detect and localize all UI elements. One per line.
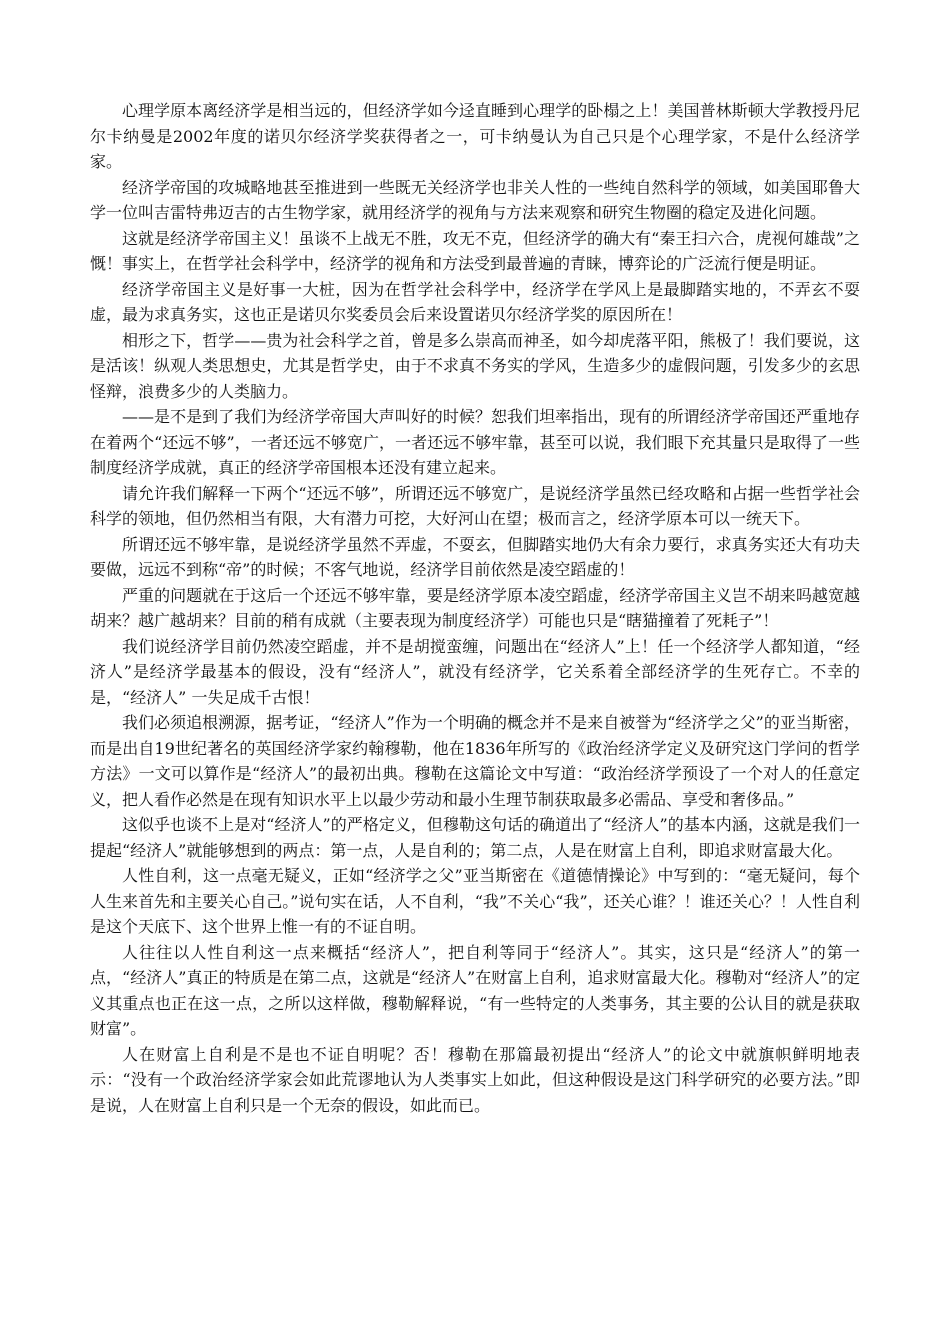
paragraph-10: 我们说经济学目前仍然凌空蹈虚，并不是胡搅蛮缠，问题出在“经济人”上！任一个经济学人都知道，“经济人”是经济学最基本的假设，没有“经济人”，就没有经济学，它关系着全部经济学的生死存亡。不幸的是，“经济人” 一失足成千古恨！	[90, 636, 860, 707]
paragraph-8: 所谓还远不够牢靠，是说经济学虽然不弄虚，不耍玄，但脚踏实地仍大有余力要行，求真务实还大有功夫要做，远远不到称“帝”的时候；不客气地说，经济学目前依然是凌空蹈虚的！	[90, 534, 860, 579]
paragraph-7: 请允许我们解释一下两个“还远不够”，所谓还远不够宽广，是说经济学虽然已经攻略和占据一些哲学社会科学的领地，但仍然相当有限，大有潜力可挖，大好河山在望；极而言之，经济学原本可以一统天下。	[90, 483, 860, 528]
paragraph-1: 心理学原本离经济学是相当远的，但经济学如今迳直睡到心理学的卧榻之上！美国普林斯顿大学教授丹尼尔卡纳曼是2002年度的诺贝尔经济学奖获得者之一，可卡纳曼认为自己只是个心理学家，不是什么经济学家。	[90, 101, 860, 171]
paragraph-2: 经济学帝国的攻城略地甚至推进到一些既无关经济学也非关人性的一些纯自然科学的领域，如美国耶鲁大学一位叫吉雷特弗迈吉的古生物学家，就用经济学的视角与方法来观察和研究生物圈的稳定及进化问题。	[90, 177, 860, 222]
paragraph-9: 严重的问题就在于这后一个还远不够牢靠，要是经济学原本凌空蹈虚，经济学帝国主义岂不胡来吗越宽越胡来？越广越胡来？目前的稍有成就（主要表现为制度经济学）可能也只是“瞎猫撞着了死耗子”！	[90, 585, 860, 630]
paragraph-11: 我们必须追根溯源，据考证，“经济人”作为一个明确的概念并不是来自被誉为“经济学之父”的亚当斯密，而是出自19世纪著名的英国经济学家约翰穆勒，他在1836年所写的《政治经济学定义及研究这门学问的哲学方法》一文可以算作是“经济人”的最初出典。穆勒在这篇论文中写道：“政治经济学预设了一个对人的任意定义，把人看作必然是在现有知识水平上以最少劳动和最小生理节制获取最多必需品、享受和奢侈品。”	[90, 713, 860, 809]
paragraph-12: 这似乎也谈不上是对“经济人”的严格定义，但穆勒这句话的确道出了“经济人”的基本内涵，这就是我们一提起“经济人”就能够想到的两点：第一点，人是自利的；第二点，人是在财富上自利，即追求财富最大化。	[90, 815, 860, 860]
paragraph-3: 这就是经济学帝国主义！虽谈不上战无不胜，攻无不克，但经济学的确大有“秦王扫六合，虎视何雄哉”之慨！事实上，在哲学社会科学中，经济学的视角和方法受到最普遍的青睐，博弈论的广泛流行便是明证。	[90, 228, 860, 273]
paragraph-5: 相形之下，哲学——贵为社会科学之首，曾是多么崇高而神圣，如今却虎落平阳，熊极了！我们要说，这是活该！纵观人类思想史，尤其是哲学史，由于不求真不务实的学风，生造多少的虚假问题，引发多少的玄思怪辩，浪费多少的人类脑力。	[90, 330, 860, 401]
paragraph-13: 人性自利，这一点毫无疑义，正如“经济学之父”亚当斯密在《道德情操论》中写到的：“毫无疑问，每个人生来首先和主要关心自己。”说句实在话，人不自利，“我”不关心“我”，还关心谁？！谁还关心？！人性自利是这个天底下、这个世界上惟一有的不证自明。	[90, 866, 860, 936]
document-body	[90, 98, 860, 1118]
paragraph-15: 人在财富上自利是不是也不证自明呢？否！穆勒在那篇最初提出“经济人”的论文中就旗帜鲜明地表示：“没有一个政治经济学家会如此荒谬地认为人类事实上如此，但这种假设是这门科学研究的必要方法。”即是说，人在财富上自利只是一个无奈的假设，如此而已。	[90, 1044, 860, 1115]
paragraph-14: 人往往以人性自利这一点来概括“经济人”，把自利等同于“经济人”。其实，这只是“经济人”的第一点，“经济人”真正的特质是在第二点，这就是“经济人”在财富上自利，追求财富最大化。穆勒对“经济人”的定义其重点也正在这一点，之所以这样做，穆勒解释说，“有一些特定的人类事务，其主要的公认目的就是获取财富”。	[90, 942, 860, 1038]
paragraph-6: ——是不是到了我们为经济学帝国大声叫好的时候？恕我们坦率指出，现有的所谓经济学帝国还严重地存在着两个“还远不够”，一者还远不够宽广，一者还远不够牢靠，甚至可以说，我们眼下充其量只是取得了一些制度经济学成就，真正的经济学帝国根本还没有建立起来。	[90, 407, 860, 477]
paragraph-4: 经济学帝国主义是好事一大桩，因为在哲学社会科学中，经济学在学风上是最脚踏实地的，不弄玄不耍虚，最为求真务实，这也正是诺贝尔奖委员会后来设置诺贝尔经济学奖的原因所在！	[90, 279, 860, 324]
